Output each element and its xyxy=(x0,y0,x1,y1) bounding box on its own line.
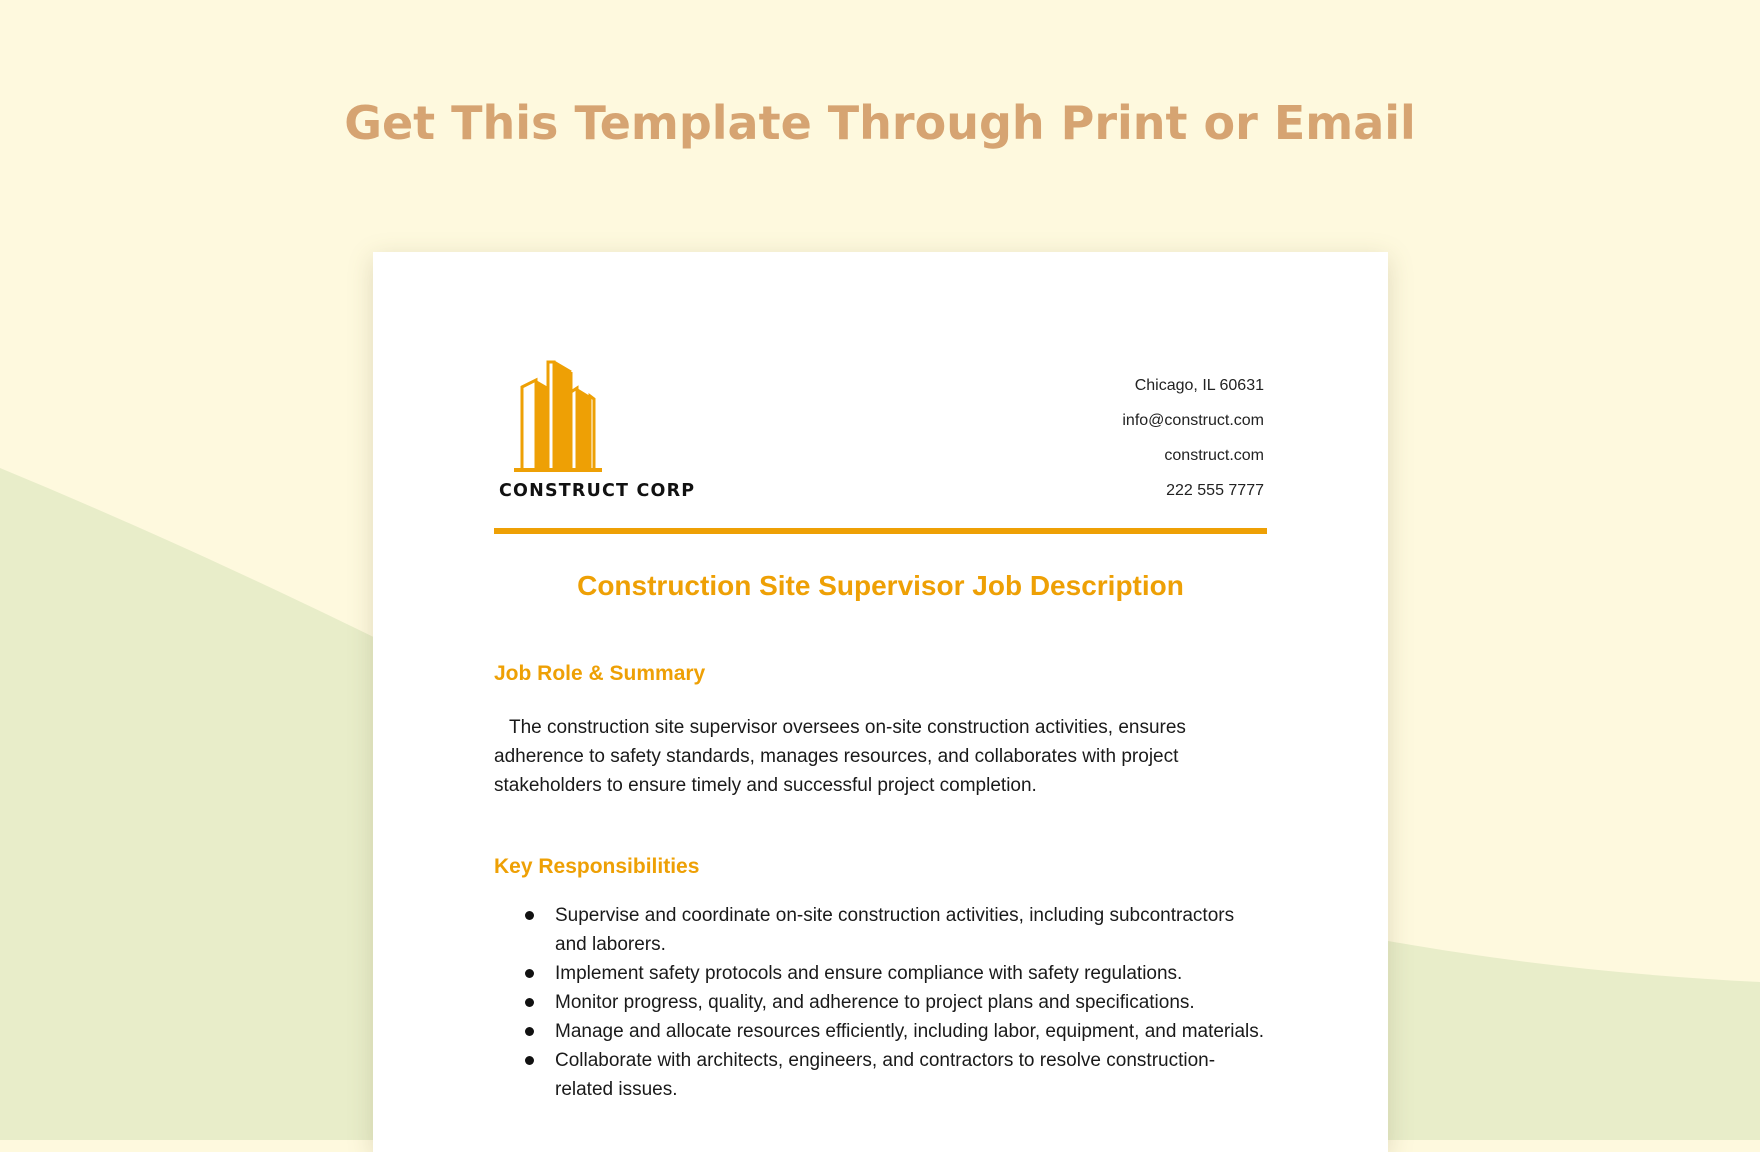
list-item xyxy=(494,988,1267,1017)
list-item xyxy=(494,1017,1267,1046)
contact-website: construct.com xyxy=(1164,447,1264,464)
responsibilities-list xyxy=(494,901,1267,1104)
list-item xyxy=(494,959,1267,988)
bullet-icon xyxy=(525,969,534,978)
summary-heading: Job Role & Summary xyxy=(494,662,706,685)
list-item-text: Monitor progress, quality, and adherence to project plans and specifications. xyxy=(555,992,1195,1013)
banner-title: Get This Template Through Print or Email xyxy=(344,96,1416,150)
contact-phone: 222 555 7777 xyxy=(1166,482,1264,499)
document-title: Construction Site Supervisor Job Description xyxy=(577,570,1184,601)
company-logo xyxy=(499,360,699,520)
list-item-text: Collaborate with architects, engineers, and contractors to resolve construction-related issues. xyxy=(555,1050,1216,1100)
list-item-text: Manage and allocate resources efficiently, including labor, equipment, and materials. xyxy=(555,1021,1265,1042)
list-item-text: Implement safety protocols and ensure compliance with safety regulations. xyxy=(555,963,1183,984)
bullet-icon xyxy=(525,911,534,920)
buildings-icon xyxy=(514,360,624,472)
list-item xyxy=(494,901,1267,959)
contact-address: Chicago, IL 60631 xyxy=(1134,377,1264,394)
contact-email: info@construct.com xyxy=(1122,412,1264,429)
list-item xyxy=(494,1046,1267,1104)
header-divider xyxy=(494,528,1267,534)
document-page xyxy=(373,252,1388,1152)
responsibilities-heading: Key Responsibilities xyxy=(494,855,700,878)
list-item-text: Supervise and coordinate on-site construction activities, including subcontractors and laborers. xyxy=(555,905,1235,955)
contact-block xyxy=(1122,376,1264,516)
company-name: CONSTRUCT CORP xyxy=(499,481,696,501)
summary-text: The construction site supervisor oversees on-site construction activities, ensures adherence to safety standards, manages resources, and collaborates with project stakeholders to ensure timely and successful project completion. xyxy=(494,717,1186,796)
bullet-icon xyxy=(525,1056,534,1065)
bullet-icon xyxy=(525,1027,534,1036)
bullet-icon xyxy=(525,998,534,1007)
